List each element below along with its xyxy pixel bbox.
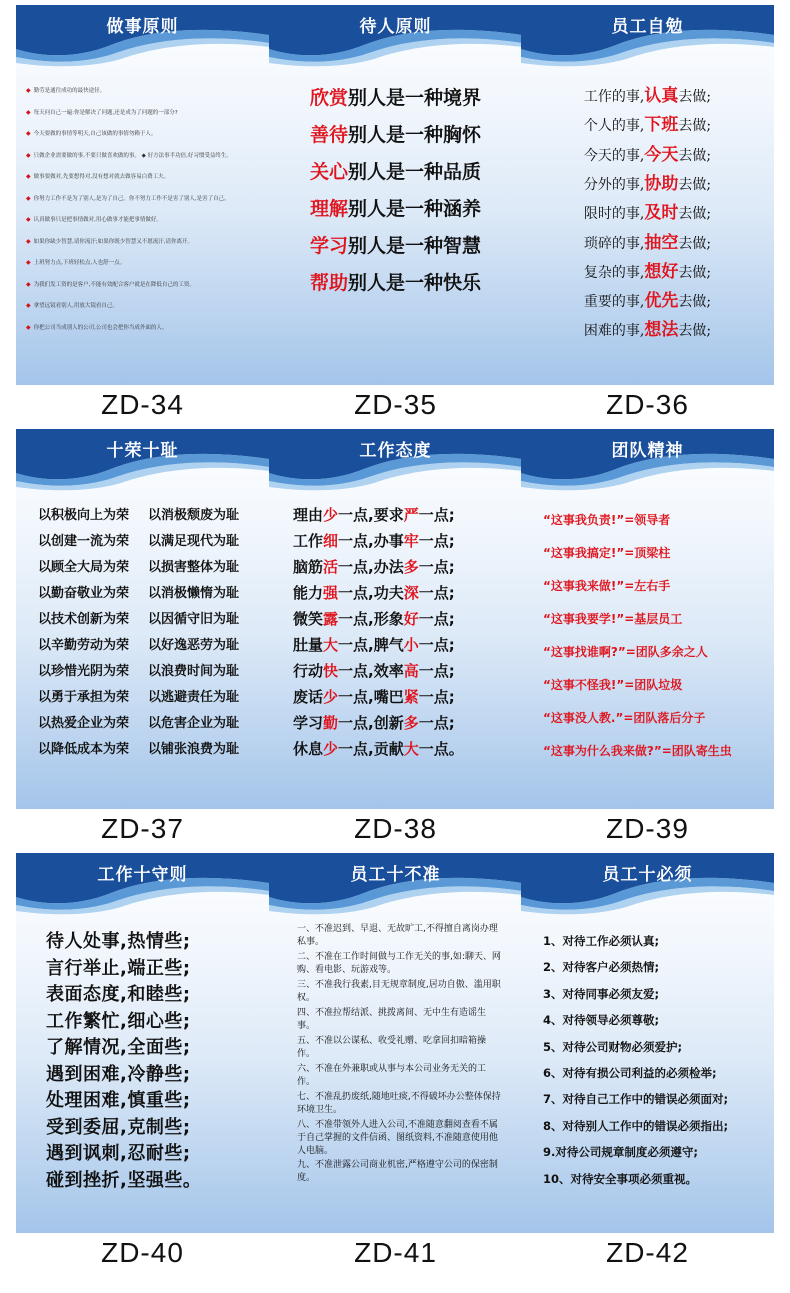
line-text: 别人是一种涵养 [348, 198, 482, 220]
line-text: 复杂的事, [583, 264, 645, 281]
poster-body [269, 491, 522, 809]
line-text: 一点; [418, 506, 455, 524]
line-text: 肚量 [293, 636, 324, 654]
text-line [293, 582, 455, 603]
line-text: 一点; [418, 662, 455, 680]
text-line [269, 120, 522, 147]
text-line [269, 157, 522, 184]
text-line: 工作繁忙,细心些; [46, 1010, 191, 1032]
shame-text: 以消极懒惰为耻 [148, 586, 240, 601]
list-item-text: 你努力工作不是为了别人,是为了自己。你不努力工作不是害了别人,是害了自己。 [33, 195, 230, 202]
line-text: 个人的事, [583, 118, 645, 135]
highlight-word: 多 [403, 714, 419, 732]
line-text: 一点; [418, 610, 455, 628]
poster-code: ZD-36 [606, 389, 689, 420]
highlight-word: 想法 [644, 320, 679, 341]
poster-title: 工作十守则 [97, 865, 188, 885]
text-line: 言行举止,端正些; [46, 957, 191, 979]
line-text: 一点; [418, 584, 455, 602]
highlight-word: 大 [323, 636, 339, 654]
text-line: 7、对待自己工作中的错误必须面对; [543, 1092, 729, 1107]
line-text: 别人是一种胸怀 [348, 124, 482, 146]
poster-zd-37 [16, 429, 269, 809]
highlight-word: 今天 [644, 144, 679, 165]
text-line: 待人处事,热情些; [46, 931, 191, 952]
poster-zd-42 [521, 853, 774, 1233]
line-text: 理由 [293, 506, 324, 524]
highlight-word: 紧 [403, 688, 419, 706]
shame-text: 以好逸恶劳为耻 [148, 638, 240, 653]
line-text: 一点,要求 [338, 506, 404, 524]
text-line [269, 231, 522, 258]
text-line: “这事找谁啊?”=团队多余之人 [543, 645, 708, 659]
line-text: 一点; [418, 532, 455, 550]
text-line [293, 504, 455, 525]
text-line [293, 660, 455, 681]
highlight-word: 大 [403, 740, 419, 758]
text-line [293, 556, 455, 577]
honor-text: 以降低成本为荣 [38, 742, 130, 757]
bullet-icon: ◆ [26, 108, 31, 116]
list-item-text: 勤劳是通往成功的最快途径。 [33, 88, 106, 94]
text-line [521, 169, 774, 194]
poster-body [269, 915, 522, 1233]
poster-zd-36 [521, 5, 774, 385]
poster-zd-38 [269, 429, 522, 809]
line-text: 一点,功夫 [338, 584, 404, 602]
poster-body [521, 915, 774, 1233]
line-text: 去做; [678, 235, 712, 252]
poster-body [16, 491, 269, 809]
line-text: 行动 [293, 662, 324, 680]
list-item [26, 130, 259, 152]
line-text: 一点,办法 [338, 558, 404, 576]
line-text: 一点; [418, 636, 455, 654]
highlight-word: 活 [323, 558, 339, 576]
highlight-word: 欣赏 [309, 87, 348, 109]
highlight-word: 抽空 [644, 232, 679, 253]
line-text: 限时的事, [583, 206, 645, 223]
text-line: 受到委屈,克制些; [46, 1116, 191, 1138]
poster-body [521, 67, 774, 385]
list-item-text: 今天要做的事情等明天,自己该做的事情勿赖于人。 [33, 131, 157, 137]
line-text: 琐碎的事, [583, 235, 645, 252]
text-line [521, 81, 774, 106]
highlight-word: 学习 [309, 235, 348, 257]
highlight-word: 好 [403, 610, 419, 628]
text-line: “这事我搞定!”=顶梁柱 [543, 546, 671, 560]
highlight-word: 深 [403, 584, 419, 602]
honor-text: 以技术创新为荣 [38, 612, 130, 627]
poster-title: 待人原则 [359, 17, 432, 37]
highlight-word: 快 [323, 662, 339, 680]
list-item-text: 只做企业需要做的事,不要只做喜欢做的事。 ◆ 好方法事半功倍,好习惯受益终生。 [33, 152, 232, 159]
list-item-text: 你把公司当成别人的公司,公司也会把你当成外面的人。 [33, 324, 168, 331]
text-line: 遇到讽刺,忍耐些; [46, 1143, 191, 1164]
poster-title: 十荣十耻 [106, 441, 179, 461]
honor-text: 以珍惜光阴为荣 [38, 664, 130, 679]
line-text: 去做; [678, 89, 712, 105]
text-line [521, 257, 774, 282]
line-text: 脑筋 [293, 558, 324, 576]
text-line [269, 194, 522, 221]
poster-code: ZD-39 [606, 813, 689, 844]
shame-text: 以铺张浪费为耻 [148, 742, 240, 757]
text-line: 9.对待公司规章制度必须遵守; [543, 1145, 698, 1160]
text-line [521, 140, 774, 165]
highlight-word: 勤 [323, 714, 339, 732]
text-line: 2、对待客户必须热情; [543, 960, 660, 975]
poster-zd-35 [269, 5, 522, 385]
list-item [26, 259, 259, 281]
honor-text: 以辛勤劳动为荣 [38, 638, 130, 653]
poster-code: ZD-40 [101, 1237, 184, 1268]
shame-text: 以逃避责任为耻 [148, 690, 240, 705]
rule-item: 五、不准以公谋私、收受礼赠、吃拿回扣暗箱操作。 [297, 1036, 487, 1059]
bullet-icon: ◆ [26, 173, 31, 180]
text-line: 8、对待别人工作中的错误必须指出; [543, 1118, 729, 1133]
list-item [26, 109, 259, 131]
highlight-word: 善待 [309, 124, 348, 146]
poster-title: 工作态度 [359, 441, 432, 461]
highlight-word: 认真 [644, 86, 679, 106]
highlight-word: 少 [323, 688, 339, 706]
text-line [293, 686, 455, 707]
text-line: 表面态度,和睦些; [46, 984, 191, 1005]
line-text: 去做; [678, 118, 712, 135]
shame-text: 以浪费时间为耻 [148, 664, 240, 679]
highlight-word: 协助 [644, 173, 679, 194]
line-text: 去做; [678, 264, 712, 281]
text-line [269, 268, 522, 295]
line-text: 别人是一种快乐 [348, 272, 482, 294]
text-line: 遇到困难,冷静些; [46, 1063, 191, 1085]
text-line: 4、对待领导必须尊敬; [543, 1013, 660, 1028]
poster-title: 员工十必须 [602, 865, 693, 885]
line-text: 休息 [293, 740, 324, 758]
text-line [293, 738, 464, 759]
poster-body [521, 491, 774, 809]
line-text: 别人是一种境界 [348, 87, 482, 109]
bullet-icon: ◆ [26, 87, 31, 94]
list-item [26, 281, 259, 303]
text-line [293, 530, 455, 551]
rule-item: 四、不准拉帮结派、挑拨离间、无中生有造谣生事。 [297, 1008, 487, 1031]
line-text: 一点。 [418, 740, 464, 758]
text-line: “这事为什么我来做?”=团队寄生虫 [543, 744, 732, 758]
honor-text: 以热爱企业为荣 [38, 716, 130, 731]
bullet-icon: ◆ [26, 216, 31, 223]
rule-item: 九、不准泄露公司商业机密,严格遵守公司的保密制度。 [297, 1160, 498, 1183]
rule-item: 七、不准乱扔废纸,随地吐痰,不得破坏办公整体保持环境卫生。 [297, 1092, 501, 1115]
bullet-icon: ◆ [26, 194, 31, 202]
line-text: 一点; [418, 688, 455, 706]
bullet-icon: ◆ [26, 259, 31, 266]
text-line [293, 712, 455, 733]
poster-code: ZD-34 [101, 389, 184, 420]
list-item [26, 324, 259, 346]
list-item-text: 上班努力点,下班轻松点,人也舒一点。 [33, 260, 126, 266]
text-line: 处理困难,慎重些; [46, 1090, 191, 1111]
line-text: 今天的事, [583, 147, 645, 164]
principles-list [26, 87, 259, 345]
rule-item: 六、不准在外兼职或从事与本公司业务无关的工作。 [297, 1064, 487, 1087]
text-line: 了解情况,全面些; [46, 1037, 191, 1058]
text-line: 5、对待公司财物必须爱护; [543, 1039, 683, 1054]
highlight-word: 想好 [644, 261, 679, 282]
text-line: “这事我来做!”=左右手 [543, 579, 671, 593]
shame-text: 以满足现代为耻 [148, 534, 240, 549]
honor-text: 以顾全大局为荣 [38, 560, 130, 575]
highlight-word: 牢 [403, 532, 419, 550]
highlight-word: 强 [323, 584, 339, 602]
list-item-text: 每天问自己一遍:你是解决了问题,还是成为了问题的一部分? [33, 109, 178, 116]
poster-title: 员工十不准 [350, 865, 441, 885]
line-text: 重要的事, [583, 294, 645, 311]
highlight-word: 多 [403, 558, 419, 576]
highlight-word: 露 [323, 610, 339, 628]
highlight-word: 小 [403, 636, 419, 654]
text-line: “这事不怪我!”=团队垃圾 [543, 678, 683, 692]
text-line [293, 608, 455, 629]
line-text: 一点,贡献 [338, 740, 404, 758]
text-line: “这事我要学!”=基层员工 [543, 612, 683, 626]
highlight-word: 及时 [644, 203, 679, 224]
highlight-word: 少 [323, 506, 339, 524]
rule-item: 八、不准带领外人进入公司,不准随意翻阅查看不属于自己掌握的文件信函、图纸资料,不准随意使用他人电脑。 [297, 1120, 498, 1156]
rule-item: 三、不准我行我素,目无规章制度,居功自傲、滥用职权。 [297, 980, 501, 1003]
honor-text: 以积极向上为荣 [38, 508, 130, 523]
line-text: 别人是一种智慧 [348, 235, 482, 257]
poster-body [16, 915, 269, 1233]
poster-title: 团队精神 [611, 441, 684, 461]
text-line [521, 198, 774, 223]
list-item [26, 152, 259, 174]
line-text: 一点,形象 [338, 610, 404, 628]
poster-zd-34 [16, 5, 269, 385]
highlight-word: 帮助 [309, 272, 348, 294]
poster-zd-41 [269, 853, 522, 1233]
poster-code: ZD-41 [354, 1237, 437, 1268]
poster-body [16, 67, 269, 385]
bullet-icon: ◆ [26, 151, 31, 159]
highlight-word: 关心 [309, 161, 348, 183]
poster-body [269, 67, 522, 385]
text-line [521, 228, 774, 253]
line-text: 废话 [293, 688, 324, 706]
rule-item: 二、不准在工作时间做与工作无关的事,如:聊天、网购、看电影、玩游戏等。 [297, 952, 501, 975]
shame-text: 以危害企业为耻 [148, 716, 240, 731]
line-text: 一点; [418, 714, 455, 732]
poster-code: ZD-37 [101, 813, 184, 844]
shame-text: 以损害整体为耻 [148, 560, 240, 575]
text-line [521, 110, 774, 135]
list-item-text: 如果你缺少智慧,请你流汗;如果你既少智慧又不愿流汗,请你离开。 [33, 238, 193, 245]
list-item [26, 216, 259, 238]
highlight-word: 优先 [644, 291, 679, 312]
line-text: 一点; [418, 558, 455, 576]
shame-text: 以因循守旧为耻 [148, 612, 240, 627]
poster-code: ZD-38 [354, 813, 437, 844]
text-line [521, 315, 774, 340]
highlight-word: 严 [403, 506, 419, 524]
highlight-word: 少 [323, 740, 339, 758]
highlight-word: 下班 [644, 115, 679, 136]
honor-text: 以勤奋敬业为荣 [38, 586, 130, 601]
text-line: 10、对待安全事项必须重视。 [543, 1171, 698, 1186]
highlight-word: 高 [403, 662, 419, 680]
poster-zd-39 [521, 429, 774, 809]
line-text: 去做; [678, 294, 712, 311]
line-text: 能力 [293, 584, 324, 602]
line-text: 一点,嘴巴 [338, 688, 404, 706]
poster-title: 做事原则 [106, 17, 179, 37]
line-text: 困难的事, [583, 323, 645, 340]
highlight-word: 理解 [309, 198, 348, 220]
list-item [26, 173, 259, 195]
bullet-icon: ◆ [26, 323, 31, 331]
rule-item: 一、不准迟到、早退、无故旷工,不得擅自离岗办理私事。 [297, 924, 498, 947]
highlight-word: 细 [323, 532, 339, 550]
line-text: 去做; [678, 323, 712, 340]
text-line [269, 83, 522, 110]
line-text: 去做; [678, 206, 712, 223]
text-line: “这事我负责!”=领导者 [543, 513, 671, 527]
line-text: 别人是一种品质 [348, 161, 482, 183]
line-text: 一点,办事 [338, 532, 404, 550]
line-text: 一点,效率 [338, 662, 404, 680]
line-text: 学习 [293, 714, 324, 732]
text-line: 3、对待同事必须友爱; [543, 986, 660, 1001]
shame-text: 以消极颓废为耻 [148, 508, 240, 523]
line-text: 工作的事, [583, 89, 645, 105]
honor-text: 以勇于承担为荣 [38, 690, 130, 705]
bullet-icon: ◆ [26, 280, 31, 288]
list-item-text: 做事要做对,先要想得对,没有想对就去做容易白费工夫。 [33, 174, 170, 180]
line-text: 一点,创新 [338, 714, 404, 732]
bullet-icon: ◆ [26, 302, 31, 309]
poster-code: ZD-42 [606, 1237, 689, 1268]
list-item [26, 87, 259, 109]
poster-zd-40 [16, 853, 269, 1233]
line-text: 分外的事, [583, 176, 645, 193]
list-item [26, 195, 259, 217]
list-item-text: 拿望远镜看别人,用放大镜看自己。 [33, 303, 118, 309]
text-line [293, 634, 455, 655]
line-text: 一点,脾气 [338, 636, 404, 654]
poster-code: ZD-35 [354, 389, 437, 420]
bullet-icon: ◆ [26, 130, 31, 137]
list-item [26, 238, 259, 260]
text-line: 1、对待工作必须认真; [543, 934, 660, 948]
poster-title: 员工自勉 [611, 17, 684, 37]
text-line [521, 286, 774, 311]
line-text: 去做; [678, 147, 712, 164]
list-item-text: 为我们发工资的是客户,不能有效配合客户就是在降低自己的工资。 [33, 281, 195, 288]
list-item-text: 认真做事只是把事情做对,用心做事才能把事情做好。 [33, 217, 162, 223]
bullet-icon: ◆ [26, 237, 31, 245]
line-text: 去做; [678, 176, 712, 193]
honor-text: 以创建一流为荣 [38, 534, 130, 549]
line-text: 微笑 [293, 610, 324, 628]
line-text: 工作 [293, 532, 324, 550]
list-item [26, 302, 259, 324]
text-line: 6、对待有损公司利益的必须检举; [543, 1066, 717, 1080]
text-line: 碰到挫折,坚强些。 [46, 1169, 202, 1191]
text-line: “这事没人教.”=团队落后分子 [543, 711, 706, 725]
